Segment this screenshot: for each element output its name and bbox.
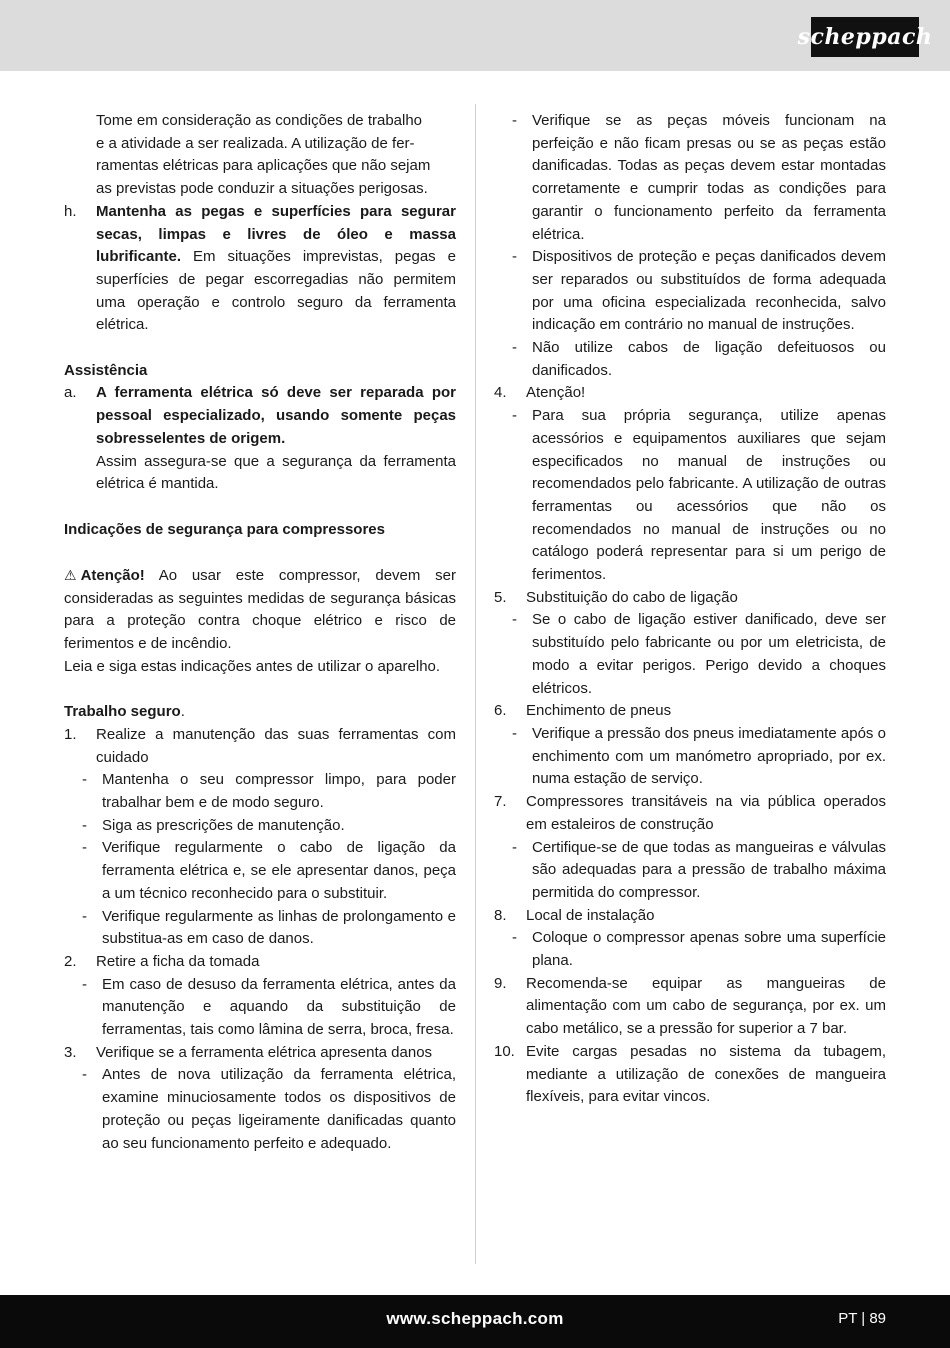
sub-item: - Dispositivos de proteção e peças danificados devem ser reparados ou substituídos de forma adequada por uma oficina especializada reconhecida, salvo indicação em contrário no manual de instruções. xyxy=(512,248,886,334)
list-item: 3. Verifique se a ferramenta elétrica apresenta danos xyxy=(64,1043,433,1061)
list-item: 9. Recomenda-se equipar as mangueiras de alimentação com um cabo de segurança, por ex. um cabo metálico, se a pressão for superior a 7 bar. xyxy=(494,974,886,1038)
left-column xyxy=(64,110,456,1155)
item-h-text: Em situações imprevistas, pegas e superfícies de pegar escorregadias não permitem uma operação e controlo seguro da ferramenta elétrica. xyxy=(96,248,456,334)
warning-text: Ao usar este compressor, devem ser consideradas as seguintes medidas de segurança básicas para a proteção contra choque elétrico e risco de ferimentos e de incêndio. xyxy=(64,567,456,653)
page-number: PT | 89 xyxy=(838,1310,886,1327)
warning-icon: ⚠ xyxy=(64,567,77,584)
intro-line: Tome em consideração as condições de trabalho xyxy=(96,112,423,129)
sub-item: - Não utilize cabos de ligação defeituosos ou danificados. xyxy=(512,339,886,379)
read-instructions: Leia e siga estas indicações antes de utilizar o aparelho. xyxy=(64,657,441,675)
sub-item: - Verifique se as peças móveis funcionam na perfeição e não ficam presas ou se as peças estão danificadas. Todas as peças devem estar montadas corretamente e cumprir todas as condições para garantir o funcionamento perfeito da ferramenta elétrica. xyxy=(512,112,886,243)
intro-line: ramentas elétricas para aplicações que não sejam xyxy=(96,157,431,175)
section-title-compressors: Indicações de segurança para compressores xyxy=(64,520,385,538)
list-item: 8. Local de instalação xyxy=(494,906,655,924)
list-item: 2. Retire a ficha da tomada xyxy=(64,952,260,970)
page-footer xyxy=(0,1295,950,1348)
sub-item: - Verifique regularmente as linhas de prolongamento e substitua-as em caso de danos. xyxy=(82,907,456,948)
sub-item: - Se o cabo de ligação estiver danificado, deve ser substituído pelo fabricante ou por um eletricista, de modo a evitar perigos. Perigo devido a choques elétricos. xyxy=(512,611,886,697)
list-item: 10. Evite cargas pesadas no sistema da tubagem, mediante a utilização de conexões de mangueira flexíveis, para evitar vincos. xyxy=(494,1042,886,1106)
item-a-text: Assim assegura-se que a segurança da ferramenta elétrica é mantida. xyxy=(96,452,456,493)
section-title-assistance: Assistência xyxy=(64,361,148,379)
warning-paragraph xyxy=(64,564,456,656)
intro-line: as previstas pode conduzir a situações perigosas. xyxy=(96,180,428,198)
website-link[interactable]: www.scheppach.com xyxy=(386,1309,564,1328)
list-item: 5. Substituição do cabo de ligação xyxy=(494,588,738,606)
item-a xyxy=(64,382,456,496)
sub-item: - Mantenha o seu compressor limpo, para poder trabalhar bem e de modo seguro. xyxy=(82,771,456,812)
sub-item: - Certifique-se de que todas as mangueiras e válvulas são adequadas para a pressão de trabalho máxima permitida do compressor. xyxy=(512,838,886,901)
sub-item: - Verifique regularmente o cabo de ligação da ferramenta elétrica e, se ele apresentar danos, peça a um técnico reconhecido para o substituir. xyxy=(82,839,456,902)
sub-item: - Em caso de desuso da ferramenta elétrica, antes da manutenção e aquando da substituição de ferramentas, tais como lâmina de serra, broca, fresa. xyxy=(82,975,456,1039)
sub-item: - Antes de nova utilização da ferramenta elétrica, examine minuciosamente todos os dispositivos de proteção ou peças ligeiramente danificadas quanto ao seu funcionamento perfeito e adequado. xyxy=(82,1066,456,1152)
sub-item: - Siga as prescrições de manutenção. xyxy=(82,816,345,834)
item-marker: h. xyxy=(64,202,77,220)
list-item: 6. Enchimento de pneus xyxy=(494,702,672,720)
warning-label: Atenção! xyxy=(80,567,145,585)
section-title-safe-work: Trabalho seguro. xyxy=(64,703,185,721)
item-h xyxy=(64,201,456,337)
scheppach-logo: scheppach xyxy=(811,17,919,57)
sub-item: - Para sua própria segurança, utilize apenas acessórios e equipamentos auxiliares que sejam especificados no manual de instruções ou recomendados pelo fabricante. A utilização de outras ferramentas ou acessórios que não os recomendados no manual de instruções ou no catálogo poderá representar para si um perigo de ferimentos. xyxy=(512,407,886,584)
item-a-bold: A ferramenta elétrica só deve ser reparada por pessoal especializado, usando somente peças sobresselentes de origem. xyxy=(96,384,456,447)
list-item: 1. Realize a manutenção das suas ferramentas com cuidado xyxy=(64,725,456,766)
intro-line: e a atividade a ser realizada. A utilização de fer- xyxy=(96,134,415,152)
item-marker: a. xyxy=(64,384,77,402)
sub-item: - Coloque o compressor apenas sobre uma superfície plana. xyxy=(512,929,886,970)
right-column xyxy=(494,110,886,1109)
list-item: 4. Atenção! xyxy=(494,384,586,402)
sub-item: - Verifique a pressão dos pneus imediatamente após o enchimento com um manómetro apropriado, por ex. numa estação de serviço. xyxy=(512,724,886,788)
page-header xyxy=(0,0,950,71)
column-divider xyxy=(475,104,476,1264)
list-item: 7. Compressores transitáveis na via pública operados em estaleiros de construção xyxy=(494,793,886,833)
intro-paragraph xyxy=(64,110,456,201)
item-h-bold: Mantenha as pegas e superfícies para segurar secas, limpas e livres de óleo e massa lubrificante. xyxy=(96,202,456,266)
